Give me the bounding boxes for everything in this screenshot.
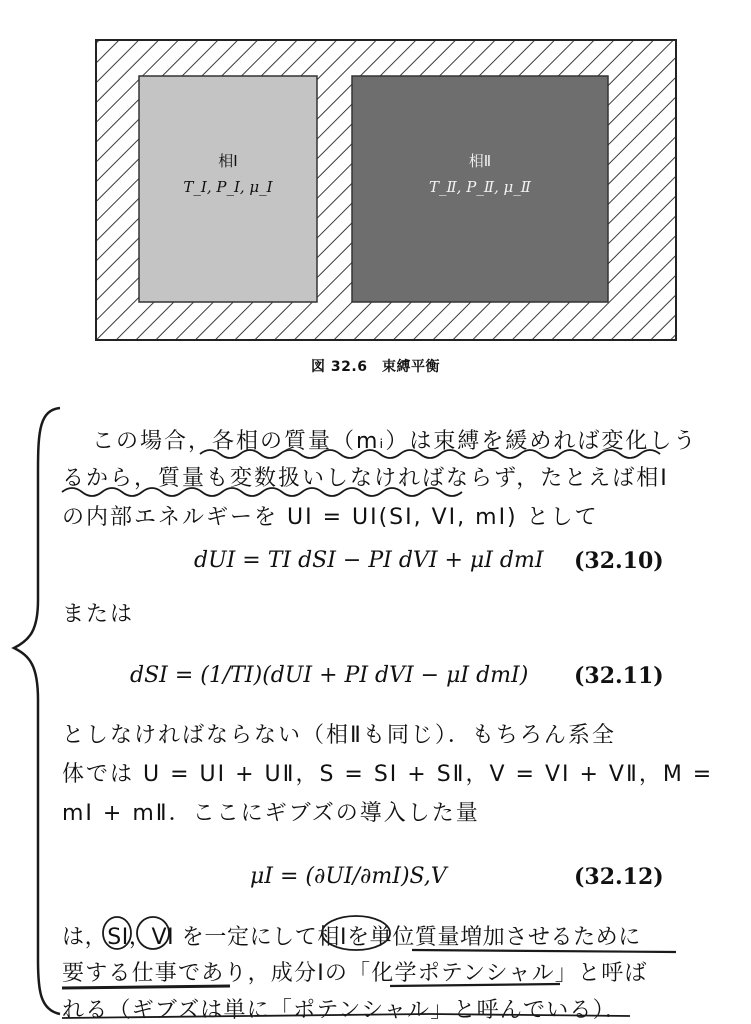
equation-number-32-12: (32.12) bbox=[574, 864, 664, 890]
equation-32-11: dSⅠ = (1/TⅠ)(dUⅠ + PⅠ dVⅠ − μⅠ dmⅠ) bbox=[130, 663, 529, 688]
text-line-4: としなければならない（相Ⅱも同じ）．もちろん系全 bbox=[62, 723, 616, 748]
phase2-label: 相Ⅱ bbox=[468, 152, 492, 170]
text-line-1: この場合，各相の質量（mᵢ）は束縛を緩めれば変化しう bbox=[92, 429, 698, 454]
figure-caption: 図 32.6 束縛平衡 bbox=[311, 359, 440, 375]
left-brace-mark bbox=[14, 408, 60, 1014]
equation-32-12: μⅠ = (∂UⅠ/∂mⅠ)S,V bbox=[250, 864, 447, 889]
text-line-2: るから，質量も変数扱いしなければならず，たとえば相Ⅰ bbox=[62, 466, 669, 491]
phase2-vars: T_Ⅱ, P_Ⅱ, μ_Ⅱ bbox=[428, 178, 531, 196]
phase1-label: 相Ⅰ bbox=[218, 152, 238, 170]
text-line-8: 要する仕事であり，成分Ⅰの「化学ポテンシャル」と呼ば bbox=[62, 961, 648, 986]
equation-32-10: dUⅠ = TⅠ dSⅠ − PⅠ dVⅠ + μⅠ dmⅠ bbox=[194, 548, 544, 573]
text-line-3: の内部エネルギーを UⅠ = UⅠ(SⅠ, VⅠ, mⅠ) として bbox=[62, 505, 599, 530]
text-line-5: 体では U = UⅠ + UⅡ，S = SⅠ + SⅡ，V = VⅠ + VⅡ，M = bbox=[62, 762, 714, 787]
equation-number-32-10: (32.10) bbox=[574, 548, 664, 574]
text-line-or: または bbox=[62, 602, 135, 627]
phase1-vars: T_Ⅰ, P_Ⅰ, μ_Ⅰ bbox=[183, 178, 273, 196]
text-line-9: れる（ギブズは単に「ポテンシャル」と呼んでいる）． bbox=[62, 998, 629, 1023]
equation-number-32-11: (32.11) bbox=[574, 663, 664, 689]
text-line-6: mⅠ + mⅡ．ここにギブズの導入した量 bbox=[62, 801, 480, 826]
text-line-7: は，SⅠ，VⅠ を一定にして相Ⅰを単位質量増加させるために bbox=[62, 925, 641, 950]
